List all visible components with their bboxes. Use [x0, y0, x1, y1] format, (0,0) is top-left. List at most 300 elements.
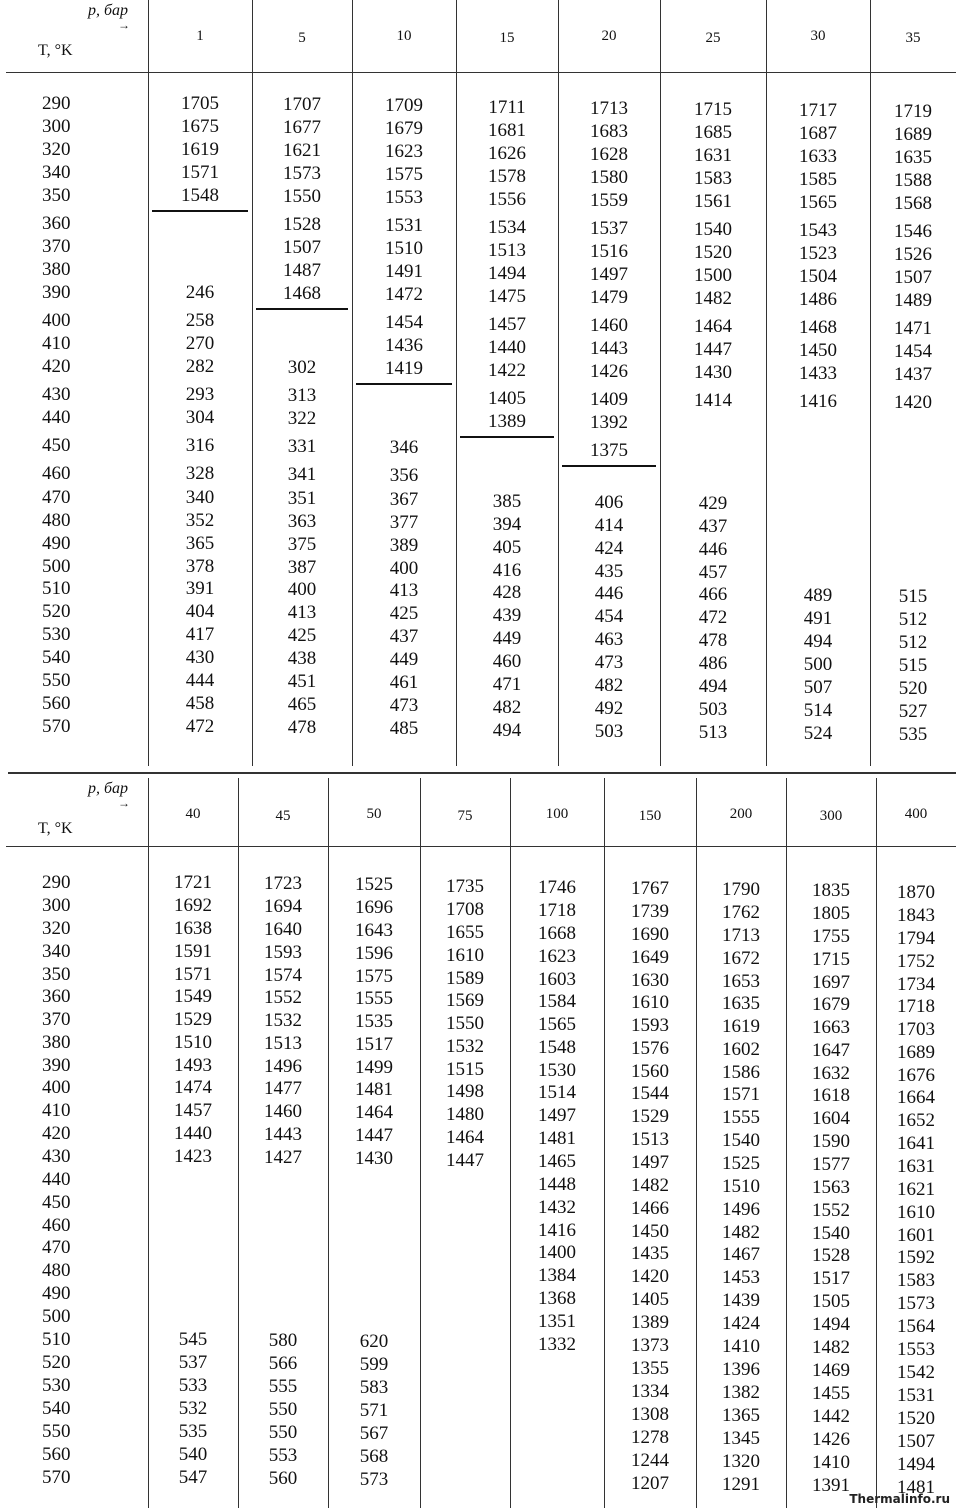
temperature-cell: 340: [42, 162, 71, 183]
value-cell: 352: [185, 510, 215, 531]
phase-boundary-line: [152, 210, 248, 212]
value-cell: 1679: [385, 118, 423, 140]
temperature-cell: 390: [42, 282, 71, 303]
pressure-axis-label: р, бар: [88, 2, 129, 19]
value-cell: 377: [389, 512, 419, 534]
temperature-cell: 490: [42, 533, 71, 554]
value-cell: 1548: [181, 185, 219, 206]
value-cell: 1494: [812, 1314, 850, 1336]
value-cell: 1591: [174, 941, 212, 962]
value-cell: 1565: [799, 192, 837, 214]
value-cell: 1531: [897, 1384, 935, 1406]
value-cell: 404: [185, 601, 215, 622]
value-cell: 1481: [355, 1079, 393, 1101]
value-cell: 1588: [894, 170, 932, 192]
value-cell: 1532: [264, 1010, 302, 1032]
value-cell: 1621: [897, 1178, 935, 1200]
value-cell: 527: [898, 701, 928, 723]
value-cell: 438: [287, 648, 317, 670]
value-cell: 328: [185, 463, 215, 484]
value-cell: 1681: [488, 119, 526, 141]
value-cell: 1711: [488, 96, 526, 118]
value-cell: 486: [698, 653, 728, 674]
value-cell: 1580: [590, 166, 628, 188]
value-cell: 1752: [897, 950, 935, 972]
value-cell: 1577: [812, 1154, 850, 1176]
value-cell: 1460: [264, 1101, 302, 1123]
value-cell: 1610: [897, 1201, 935, 1223]
value-cell: 1392: [590, 411, 628, 433]
value-cell: 1469: [812, 1360, 850, 1382]
pressure-column-header: 5: [298, 30, 306, 46]
value-cell: 473: [594, 651, 624, 673]
pressure-column-header: 50: [366, 806, 382, 822]
temperature-cell: 540: [42, 1398, 71, 1419]
column-divider: [604, 778, 605, 1508]
value-cell: 1602: [722, 1039, 760, 1061]
temperature-cell: 450: [42, 1192, 71, 1213]
value-cell: 482: [594, 674, 624, 696]
value-cell: 540: [178, 1444, 208, 1465]
value-cell: 1447: [694, 339, 732, 360]
value-cell: 446: [594, 582, 624, 604]
temperature-cell: 570: [42, 716, 71, 737]
value-cell: 500: [803, 654, 833, 676]
value-cell: 1510: [385, 238, 423, 260]
value-cell: 430: [185, 647, 215, 668]
value-cell: 367: [389, 489, 419, 511]
value-cell: 1549: [174, 986, 212, 1007]
value-cell: 437: [389, 626, 419, 648]
value-cell: 258: [185, 310, 215, 331]
value-cell: 405: [492, 536, 522, 558]
value-cell: 1578: [488, 165, 526, 187]
value-cell: 1628: [590, 143, 628, 165]
value-cell: 489: [803, 585, 833, 607]
temperature-cell: 460: [42, 1215, 71, 1236]
value-cell: 1410: [722, 1336, 760, 1358]
value-cell: 1603: [538, 968, 576, 990]
value-cell: 1689: [897, 1041, 935, 1063]
value-cell: 494: [803, 631, 833, 653]
value-cell: 1596: [355, 943, 393, 965]
value-cell: 1576: [631, 1038, 669, 1059]
value-cell: 1721: [174, 872, 212, 893]
value-cell: 1790: [722, 879, 760, 901]
value-cell: 1610: [631, 992, 669, 1013]
value-cell: 514: [803, 700, 833, 722]
value-cell: 1424: [722, 1313, 760, 1335]
pressure-column-header: 45: [275, 808, 291, 824]
value-cell: 454: [594, 605, 624, 627]
value-cell: 1486: [799, 289, 837, 311]
temperature-cell: 550: [42, 670, 71, 691]
value-cell: 520: [898, 678, 928, 700]
value-cell: 1556: [488, 188, 526, 210]
arrow-icon: →: [118, 18, 130, 32]
value-cell: 417: [185, 624, 215, 645]
value-cell: 1467: [722, 1244, 760, 1266]
temperature-cell: 320: [42, 139, 71, 160]
column-divider: [660, 0, 661, 766]
value-cell: 1739: [631, 901, 669, 922]
value-cell: 1513: [264, 1033, 302, 1055]
value-cell: 1675: [181, 116, 219, 137]
pressure-column-header: 300: [819, 808, 843, 824]
value-cell: 1491: [385, 261, 423, 283]
value-cell: 1439: [722, 1290, 760, 1312]
temperature-cell: 400: [42, 310, 71, 331]
value-cell: 1420: [894, 392, 932, 414]
column-divider: [766, 0, 767, 766]
phase-boundary-line: [460, 436, 554, 438]
value-cell: 1718: [538, 899, 576, 921]
value-cell: 524: [803, 723, 833, 745]
value-cell: 1571: [174, 964, 212, 985]
column-divider: [252, 0, 253, 766]
temperature-cell: 500: [42, 1306, 71, 1327]
value-cell: 1623: [385, 141, 423, 163]
value-cell: 1464: [694, 316, 732, 337]
value-cell: 1436: [385, 335, 423, 357]
value-cell: 406: [594, 491, 624, 513]
value-cell: 1507: [283, 237, 321, 259]
temperature-cell: 380: [42, 1032, 71, 1053]
value-cell: 1626: [488, 142, 526, 164]
column-divider: [558, 0, 559, 766]
temperature-axis-label: T, °K: [38, 42, 73, 59]
temperature-cell: 410: [42, 1100, 71, 1121]
value-cell: 1496: [722, 1199, 760, 1221]
pressure-column-header: 400: [904, 806, 928, 822]
value-cell: 512: [898, 609, 928, 631]
temperature-cell: 450: [42, 435, 71, 456]
value-cell: 507: [803, 677, 833, 699]
value-cell: 1618: [812, 1085, 850, 1107]
value-cell: 568: [359, 1446, 389, 1468]
value-cell: 1643: [355, 920, 393, 942]
value-cell: 1332: [538, 1333, 576, 1355]
temperature-cell: 440: [42, 1169, 71, 1190]
value-cell: 1389: [488, 410, 526, 432]
temperature-cell: 380: [42, 259, 71, 280]
value-cell: 515: [898, 586, 928, 608]
value-cell: 1440: [174, 1123, 212, 1144]
phase-boundary-line: [256, 308, 348, 310]
value-cell: 1440: [488, 336, 526, 358]
value-cell: 1553: [897, 1338, 935, 1360]
value-cell: 1447: [355, 1125, 393, 1147]
value-cell: 1450: [799, 340, 837, 362]
value-cell: 1334: [631, 1381, 669, 1402]
value-cell: 387: [287, 557, 317, 579]
value-cell: 1685: [694, 122, 732, 143]
value-cell: 1537: [590, 217, 628, 239]
value-cell: 1278: [631, 1427, 669, 1448]
value-cell: 1621: [283, 140, 321, 162]
value-cell: 1455: [812, 1383, 850, 1405]
value-cell: 1479: [590, 286, 628, 308]
value-cell: 1534: [488, 216, 526, 238]
value-cell: 494: [698, 676, 728, 697]
value-cell: 1468: [799, 317, 837, 339]
value-cell: 1676: [897, 1064, 935, 1086]
value-cell: 1405: [631, 1289, 669, 1310]
value-cell: 491: [803, 608, 833, 630]
value-cell: 1375: [590, 439, 628, 461]
watermark: Thermalinfo.ru: [849, 1492, 950, 1506]
value-cell: 1573: [897, 1292, 935, 1314]
value-cell: 428: [492, 581, 522, 603]
value-cell: 1368: [538, 1287, 576, 1309]
value-cell: 545: [178, 1329, 208, 1350]
temperature-cell: 560: [42, 693, 71, 714]
value-cell: 1433: [799, 363, 837, 385]
arrow-icon: →: [118, 796, 130, 810]
value-cell: 503: [594, 720, 624, 742]
value-cell: 583: [359, 1377, 389, 1399]
value-cell: 1482: [631, 1175, 669, 1196]
value-cell: 1631: [897, 1155, 935, 1177]
temperature-cell: 460: [42, 463, 71, 484]
value-cell: 458: [185, 693, 215, 714]
value-cell: 1525: [722, 1153, 760, 1175]
temperature-cell: 540: [42, 647, 71, 668]
value-cell: 1641: [897, 1132, 935, 1154]
value-cell: 1494: [488, 262, 526, 284]
column-divider: [876, 778, 877, 1508]
value-cell: 535: [178, 1421, 208, 1442]
value-cell: 1652: [897, 1109, 935, 1131]
value-cell: 1544: [631, 1083, 669, 1104]
value-cell: 513: [698, 722, 728, 743]
value-cell: 1405: [488, 387, 526, 409]
value-cell: 1553: [385, 187, 423, 209]
temperature-cell: 290: [42, 93, 71, 114]
temperature-cell: 390: [42, 1055, 71, 1076]
value-cell: 1568: [894, 193, 932, 215]
value-cell: 532: [178, 1398, 208, 1419]
value-cell: 1454: [385, 312, 423, 334]
value-cell: 1574: [264, 965, 302, 987]
value-cell: 567: [359, 1423, 389, 1445]
value-cell: 437: [698, 516, 728, 537]
value-cell: 341: [287, 464, 317, 486]
value-cell: 425: [287, 625, 317, 647]
value-cell: 1464: [446, 1126, 484, 1148]
value-cell: 550: [268, 1422, 298, 1444]
value-cell: 1517: [812, 1268, 850, 1290]
value-cell: 1755: [812, 926, 850, 948]
temperature-cell: 530: [42, 1375, 71, 1396]
value-cell: 1308: [631, 1404, 669, 1425]
temperature-cell: 530: [42, 624, 71, 645]
value-cell: 1653: [722, 971, 760, 993]
value-cell: 1500: [694, 265, 732, 286]
value-cell: 1497: [590, 263, 628, 285]
value-cell: 1507: [897, 1430, 935, 1452]
value-cell: 1690: [631, 924, 669, 945]
value-cell: 503: [698, 699, 728, 720]
value-cell: 282: [185, 356, 215, 377]
value-cell: 1474: [174, 1077, 212, 1098]
value-cell: 461: [389, 672, 419, 694]
column-divider: [352, 0, 353, 766]
value-cell: 400: [389, 558, 419, 580]
value-cell: 1843: [897, 904, 935, 926]
value-cell: 1207: [631, 1473, 669, 1494]
value-cell: 1635: [722, 993, 760, 1015]
value-cell: 1552: [264, 987, 302, 1009]
value-cell: 293: [185, 384, 215, 405]
value-cell: 1460: [590, 314, 628, 336]
value-cell: 1427: [264, 1147, 302, 1169]
value-cell: 1489: [894, 290, 932, 312]
value-cell: 1573: [283, 163, 321, 185]
value-cell: 1550: [446, 1012, 484, 1034]
column-divider: [148, 0, 149, 766]
value-cell: 1384: [538, 1264, 576, 1286]
value-cell: 1457: [174, 1100, 212, 1121]
value-cell: 1517: [355, 1034, 393, 1056]
value-cell: 1320: [722, 1451, 760, 1473]
temperature-cell: 290: [42, 872, 71, 893]
value-cell: 1592: [897, 1246, 935, 1268]
value-cell: 1794: [897, 927, 935, 949]
value-cell: 1464: [355, 1102, 393, 1124]
value-cell: 1694: [264, 896, 302, 918]
value-cell: 560: [268, 1468, 298, 1490]
value-cell: 1389: [631, 1312, 669, 1333]
value-cell: 1416: [538, 1219, 576, 1241]
temperature-cell: 300: [42, 895, 71, 916]
value-cell: 1640: [264, 919, 302, 941]
value-cell: 1575: [355, 966, 393, 988]
value-cell: 449: [492, 627, 522, 649]
value-cell: 1422: [488, 359, 526, 381]
value-cell: 571: [359, 1400, 389, 1422]
value-cell: 1244: [631, 1450, 669, 1471]
value-cell: 1630: [631, 970, 669, 991]
value-cell: 1664: [897, 1086, 935, 1108]
column-divider: [238, 778, 239, 1508]
column-divider: [870, 0, 871, 766]
temperature-cell: 480: [42, 1260, 71, 1281]
value-cell: 1520: [897, 1407, 935, 1429]
value-cell: 1523: [799, 243, 837, 265]
value-cell: 1638: [174, 918, 212, 939]
temperature-cell: 420: [42, 1123, 71, 1144]
temperature-cell: 370: [42, 1009, 71, 1030]
temperature-cell: 470: [42, 487, 71, 508]
value-cell: 1719: [894, 101, 932, 123]
value-cell: 1540: [722, 1130, 760, 1152]
value-cell: 1723: [264, 873, 302, 895]
value-cell: 1635: [894, 147, 932, 169]
temperature-cell: 320: [42, 918, 71, 939]
value-cell: 444: [185, 670, 215, 691]
value-cell: 1619: [722, 1016, 760, 1038]
value-cell: 478: [287, 717, 317, 739]
value-cell: 1507: [894, 267, 932, 289]
value-cell: 1632: [812, 1063, 850, 1085]
value-cell: 1543: [799, 220, 837, 242]
table-lower: [0, 772, 956, 1508]
value-cell: 1717: [799, 100, 837, 122]
value-cell: 1762: [722, 902, 760, 924]
column-divider: [510, 778, 511, 1508]
temperature-cell: 360: [42, 986, 71, 1007]
temperature-cell: 360: [42, 213, 71, 234]
value-cell: 1472: [385, 284, 423, 306]
value-cell: 1448: [538, 1173, 576, 1195]
value-cell: 1835: [812, 880, 850, 902]
value-cell: 365: [185, 533, 215, 554]
value-cell: 1528: [283, 214, 321, 236]
value-cell: 1345: [722, 1428, 760, 1450]
temperature-cell: 520: [42, 1352, 71, 1373]
value-cell: 1585: [799, 169, 837, 191]
value-cell: 1593: [631, 1015, 669, 1036]
temperature-cell: 520: [42, 601, 71, 622]
value-cell: 555: [268, 1376, 298, 1398]
value-cell: 1563: [812, 1177, 850, 1199]
value-cell: 446: [698, 539, 728, 560]
value-cell: 1697: [812, 972, 850, 994]
value-cell: 1423: [174, 1146, 212, 1167]
value-cell: 1391: [812, 1475, 850, 1497]
value-cell: 1529: [174, 1009, 212, 1030]
value-cell: 1513: [488, 239, 526, 261]
pressure-column-header: 75: [457, 808, 473, 824]
value-cell: 573: [359, 1469, 389, 1491]
value-cell: 1499: [355, 1057, 393, 1079]
value-cell: 270: [185, 333, 215, 354]
value-cell: 435: [594, 560, 624, 582]
value-cell: 1683: [590, 120, 628, 142]
value-cell: 1564: [897, 1315, 935, 1337]
value-cell: 1633: [799, 146, 837, 168]
value-cell: 1571: [181, 162, 219, 183]
value-cell: 512: [898, 632, 928, 654]
value-cell: 1410: [812, 1452, 850, 1474]
value-cell: 400: [287, 579, 317, 601]
value-cell: 304: [185, 407, 215, 428]
value-cell: 1692: [174, 895, 212, 916]
value-cell: 1555: [722, 1107, 760, 1129]
value-cell: 1715: [812, 949, 850, 971]
value-cell: 494: [492, 719, 522, 741]
value-cell: 1631: [694, 145, 732, 166]
temperature-cell: 550: [42, 1421, 71, 1442]
value-cell: 378: [185, 556, 215, 577]
temperature-cell: 570: [42, 1467, 71, 1488]
value-cell: 1672: [722, 948, 760, 970]
value-cell: 1426: [812, 1429, 850, 1451]
temperature-cell: 470: [42, 1237, 71, 1258]
value-cell: 1735: [446, 875, 484, 897]
value-cell: 1583: [694, 168, 732, 189]
value-cell: 1373: [631, 1335, 669, 1356]
value-cell: 1528: [812, 1245, 850, 1267]
temperature-cell: 480: [42, 510, 71, 531]
pressure-column-header: 10: [396, 28, 412, 44]
value-cell: 1513: [631, 1129, 669, 1150]
value-cell: 1805: [812, 903, 850, 925]
phase-boundary-line: [562, 465, 656, 467]
value-cell: 449: [389, 649, 419, 671]
table-top-rule: [8, 772, 956, 774]
